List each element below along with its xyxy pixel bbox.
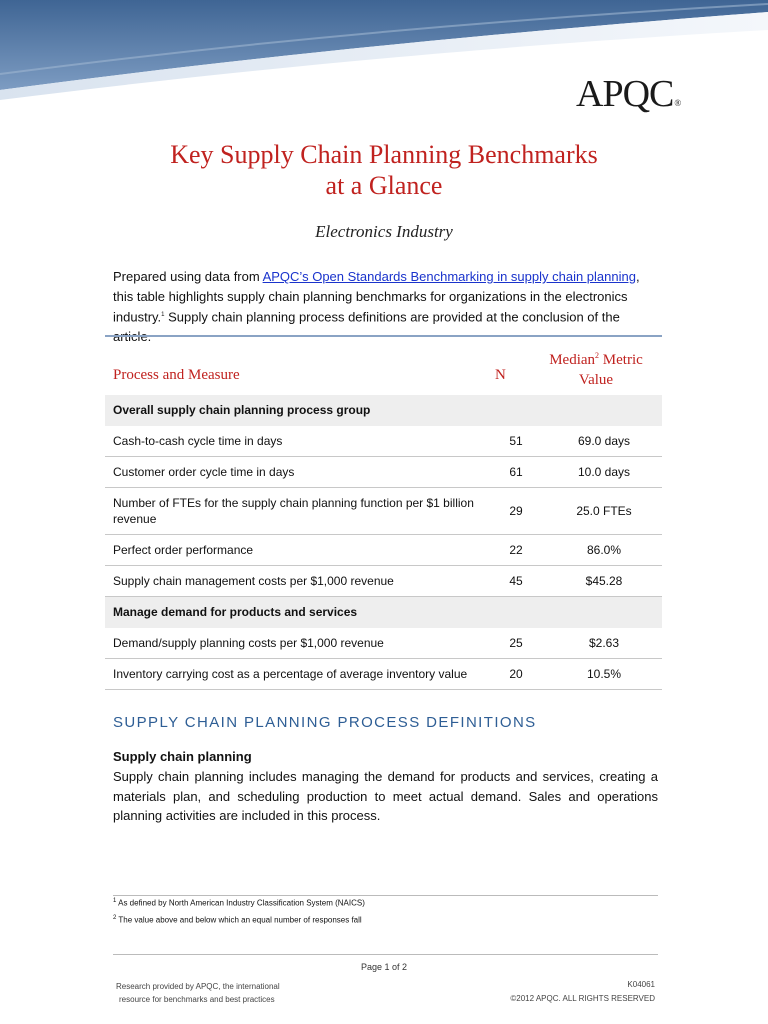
measure-cell: Perfect order performance: [105, 535, 486, 566]
metric-label: Metric: [599, 352, 643, 368]
n-cell: 45: [486, 566, 546, 597]
footnote-2-text: The value above and below which an equal number of responses fall: [116, 915, 362, 925]
intro-text-line3: Supply chain planning process definitions are provided at the conclusion of the: [168, 309, 620, 325]
n-cell: 22: [486, 535, 546, 566]
n-cell: 61: [486, 457, 546, 488]
n-cell: 20: [486, 659, 546, 690]
measure-cell: Inventory carrying cost as a percentage of average inventory value: [105, 659, 486, 690]
table-group-row: [105, 395, 662, 426]
document-code: K04061: [627, 980, 655, 989]
page-subtitle: Electronics Industry: [315, 222, 453, 241]
value-cell: 10.5%: [546, 659, 662, 690]
intro-text-before-link: Prepared using data from: [113, 269, 263, 284]
logo-text: APQC: [576, 73, 674, 115]
page-number: Page 1 of 2: [360, 962, 408, 972]
footnote-1-ref: 1: [113, 898, 117, 904]
page-title: [0, 139, 768, 201]
measure-cell: Customer order cycle time in days: [105, 457, 486, 488]
group-label: Manage demand for products and services: [105, 597, 662, 628]
column-header-process: Process and Measure: [113, 367, 240, 383]
measure-cell: Demand/supply planning costs per $1,000 revenue: [105, 628, 486, 659]
table-row: [105, 488, 662, 535]
table-row: [105, 628, 662, 659]
title-line-2: at a Glance: [325, 171, 443, 200]
value-cell: $2.63: [546, 628, 662, 659]
benchmark-table: [105, 395, 662, 690]
definitions-heading: SUPPLY CHAIN PLANNING PROCESS DEFINITIONS: [113, 714, 537, 731]
value-cell: 69.0 days: [546, 426, 662, 457]
logo-registered-mark: ®: [674, 98, 681, 108]
copyright: ©2012 APQC. ALL RIGHTS RESERVED: [510, 994, 655, 1003]
median-label: Median: [549, 352, 596, 368]
n-cell: 51: [486, 426, 546, 457]
table-row: [105, 457, 662, 488]
footnote-2-ref: 2: [113, 915, 117, 921]
n-cell: 29: [486, 488, 546, 535]
footnote-ref-2: 2: [595, 351, 600, 360]
column-header-n: N: [495, 367, 506, 383]
benchmarking-link[interactable]: APQC’s Open Standards Benchmarking in supply chain planning: [262, 269, 636, 284]
definitions-subheading: Supply chain planning: [113, 749, 252, 764]
value-cell: 25.0 FTEs: [546, 488, 662, 535]
value-label: Value: [578, 372, 614, 388]
table-group-row: [105, 597, 662, 628]
definitions-body: Supply chain planning includes managing the demand for products and services, creating a materials plan, and scheduling production to meet actual demand. Sales and operations planning activities are included in this process.: [113, 769, 658, 823]
table-row: [105, 426, 662, 457]
footnote-1: [113, 898, 365, 908]
footer-credit-line-1: Research provided by APQC, the international: [116, 982, 280, 991]
table-row: [105, 535, 662, 566]
footer-rule: [113, 954, 658, 955]
table-top-rule: [105, 335, 662, 337]
footnote-ref-1: 1: [161, 312, 165, 318]
apqc-logo: [576, 72, 679, 116]
column-header-median: [528, 346, 664, 390]
intro-text-after-link: , this table highlights supply chain planning benchmarks for organizations in the electronics industry.: [113, 269, 640, 325]
value-cell: 10.0 days: [546, 457, 662, 488]
value-cell: 86.0%: [546, 535, 662, 566]
n-cell: 25: [486, 628, 546, 659]
measure-cell: Supply chain management costs per $1,000 revenue: [105, 566, 486, 597]
table-row: [105, 659, 662, 690]
table-row: [105, 566, 662, 597]
footnote-1-text: As defined by North American Industry Classification System (NAICS): [116, 898, 365, 908]
title-line-1: Key Supply Chain Planning Benchmarks: [170, 140, 598, 169]
measure-cell: Number of FTEs for the supply chain planning function per $1 billion revenue: [105, 488, 486, 535]
measure-cell: Cash-to-cash cycle time in days: [105, 426, 486, 457]
footnote-rule: [113, 895, 658, 896]
group-label: Overall supply chain planning process group: [105, 395, 662, 426]
footer-credit: [116, 980, 280, 1006]
footer-credit-line-2: resource for benchmarks and best practices: [119, 995, 275, 1004]
value-cell: $45.28: [546, 566, 662, 597]
footnote-2: [113, 915, 362, 925]
